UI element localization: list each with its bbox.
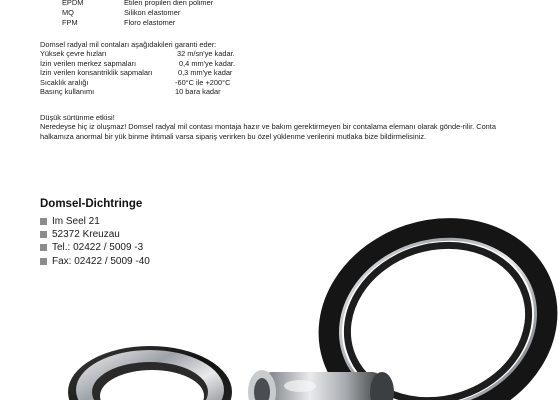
material-code: MQ	[62, 8, 74, 17]
spec-value: 0,4 mm'ye kadar.	[179, 58, 236, 68]
contact-text: Im Seel 21	[52, 216, 100, 227]
material-description: Floro elastomer	[124, 18, 176, 27]
metal-bush	[248, 370, 394, 400]
contact-text: Fax: 02422 / 5009 -40	[52, 255, 150, 267]
spec-label: Basınç kullanımı	[40, 86, 95, 96]
material-description: Etilen propilen dien polimer	[124, 0, 214, 7]
spec-value: 32 m/sn'ye kadar.	[177, 49, 235, 59]
spec-label: Sıcaklık aralığı	[40, 77, 89, 87]
spec-value: -60°C ile +200°C	[175, 77, 231, 87]
company-name: Domsel-Dichtringe	[40, 198, 143, 210]
material-code: EPDM	[62, 0, 84, 7]
spec-value: 10 bara kadar	[175, 86, 221, 96]
contact-text: 52372 Kreuzau	[52, 229, 120, 241]
small-seal-ring	[68, 346, 232, 400]
spec-value: 0,3 mm'ye kadar	[178, 68, 233, 78]
note-paragraph: Neredeyse hiç iz oluşmaz! Domsel radyal mil contası montaja hazır ve bakım gerektirmeyen bir contalama elemanı olarak gönde-rilir. Conta halkamıza anormal bir yük binme ihtimali varsa sipariş verirken bu özel yüklenme verilerini mutlaka bize bildirmelisiniz.	[40, 122, 496, 141]
spec-label: İzin verilen merkez sapmaları	[40, 58, 137, 68]
spec-label: Yüksek çevre hızları	[40, 49, 107, 59]
spec-intro: Domsel radyal mil contaları aşağıdakileri garanti eder:	[40, 40, 217, 49]
spec-label: İzin verilen konsantriklik sapmaları	[40, 68, 153, 78]
contact-text: Tel.: 02422 / 5009 -3	[52, 242, 144, 254]
note-heading: Düşük sürtünme etkisi!	[40, 113, 115, 122]
large-seal-ring	[305, 202, 560, 400]
material-code: FPM	[62, 18, 78, 27]
material-description: Silikon elastomer	[124, 8, 181, 17]
